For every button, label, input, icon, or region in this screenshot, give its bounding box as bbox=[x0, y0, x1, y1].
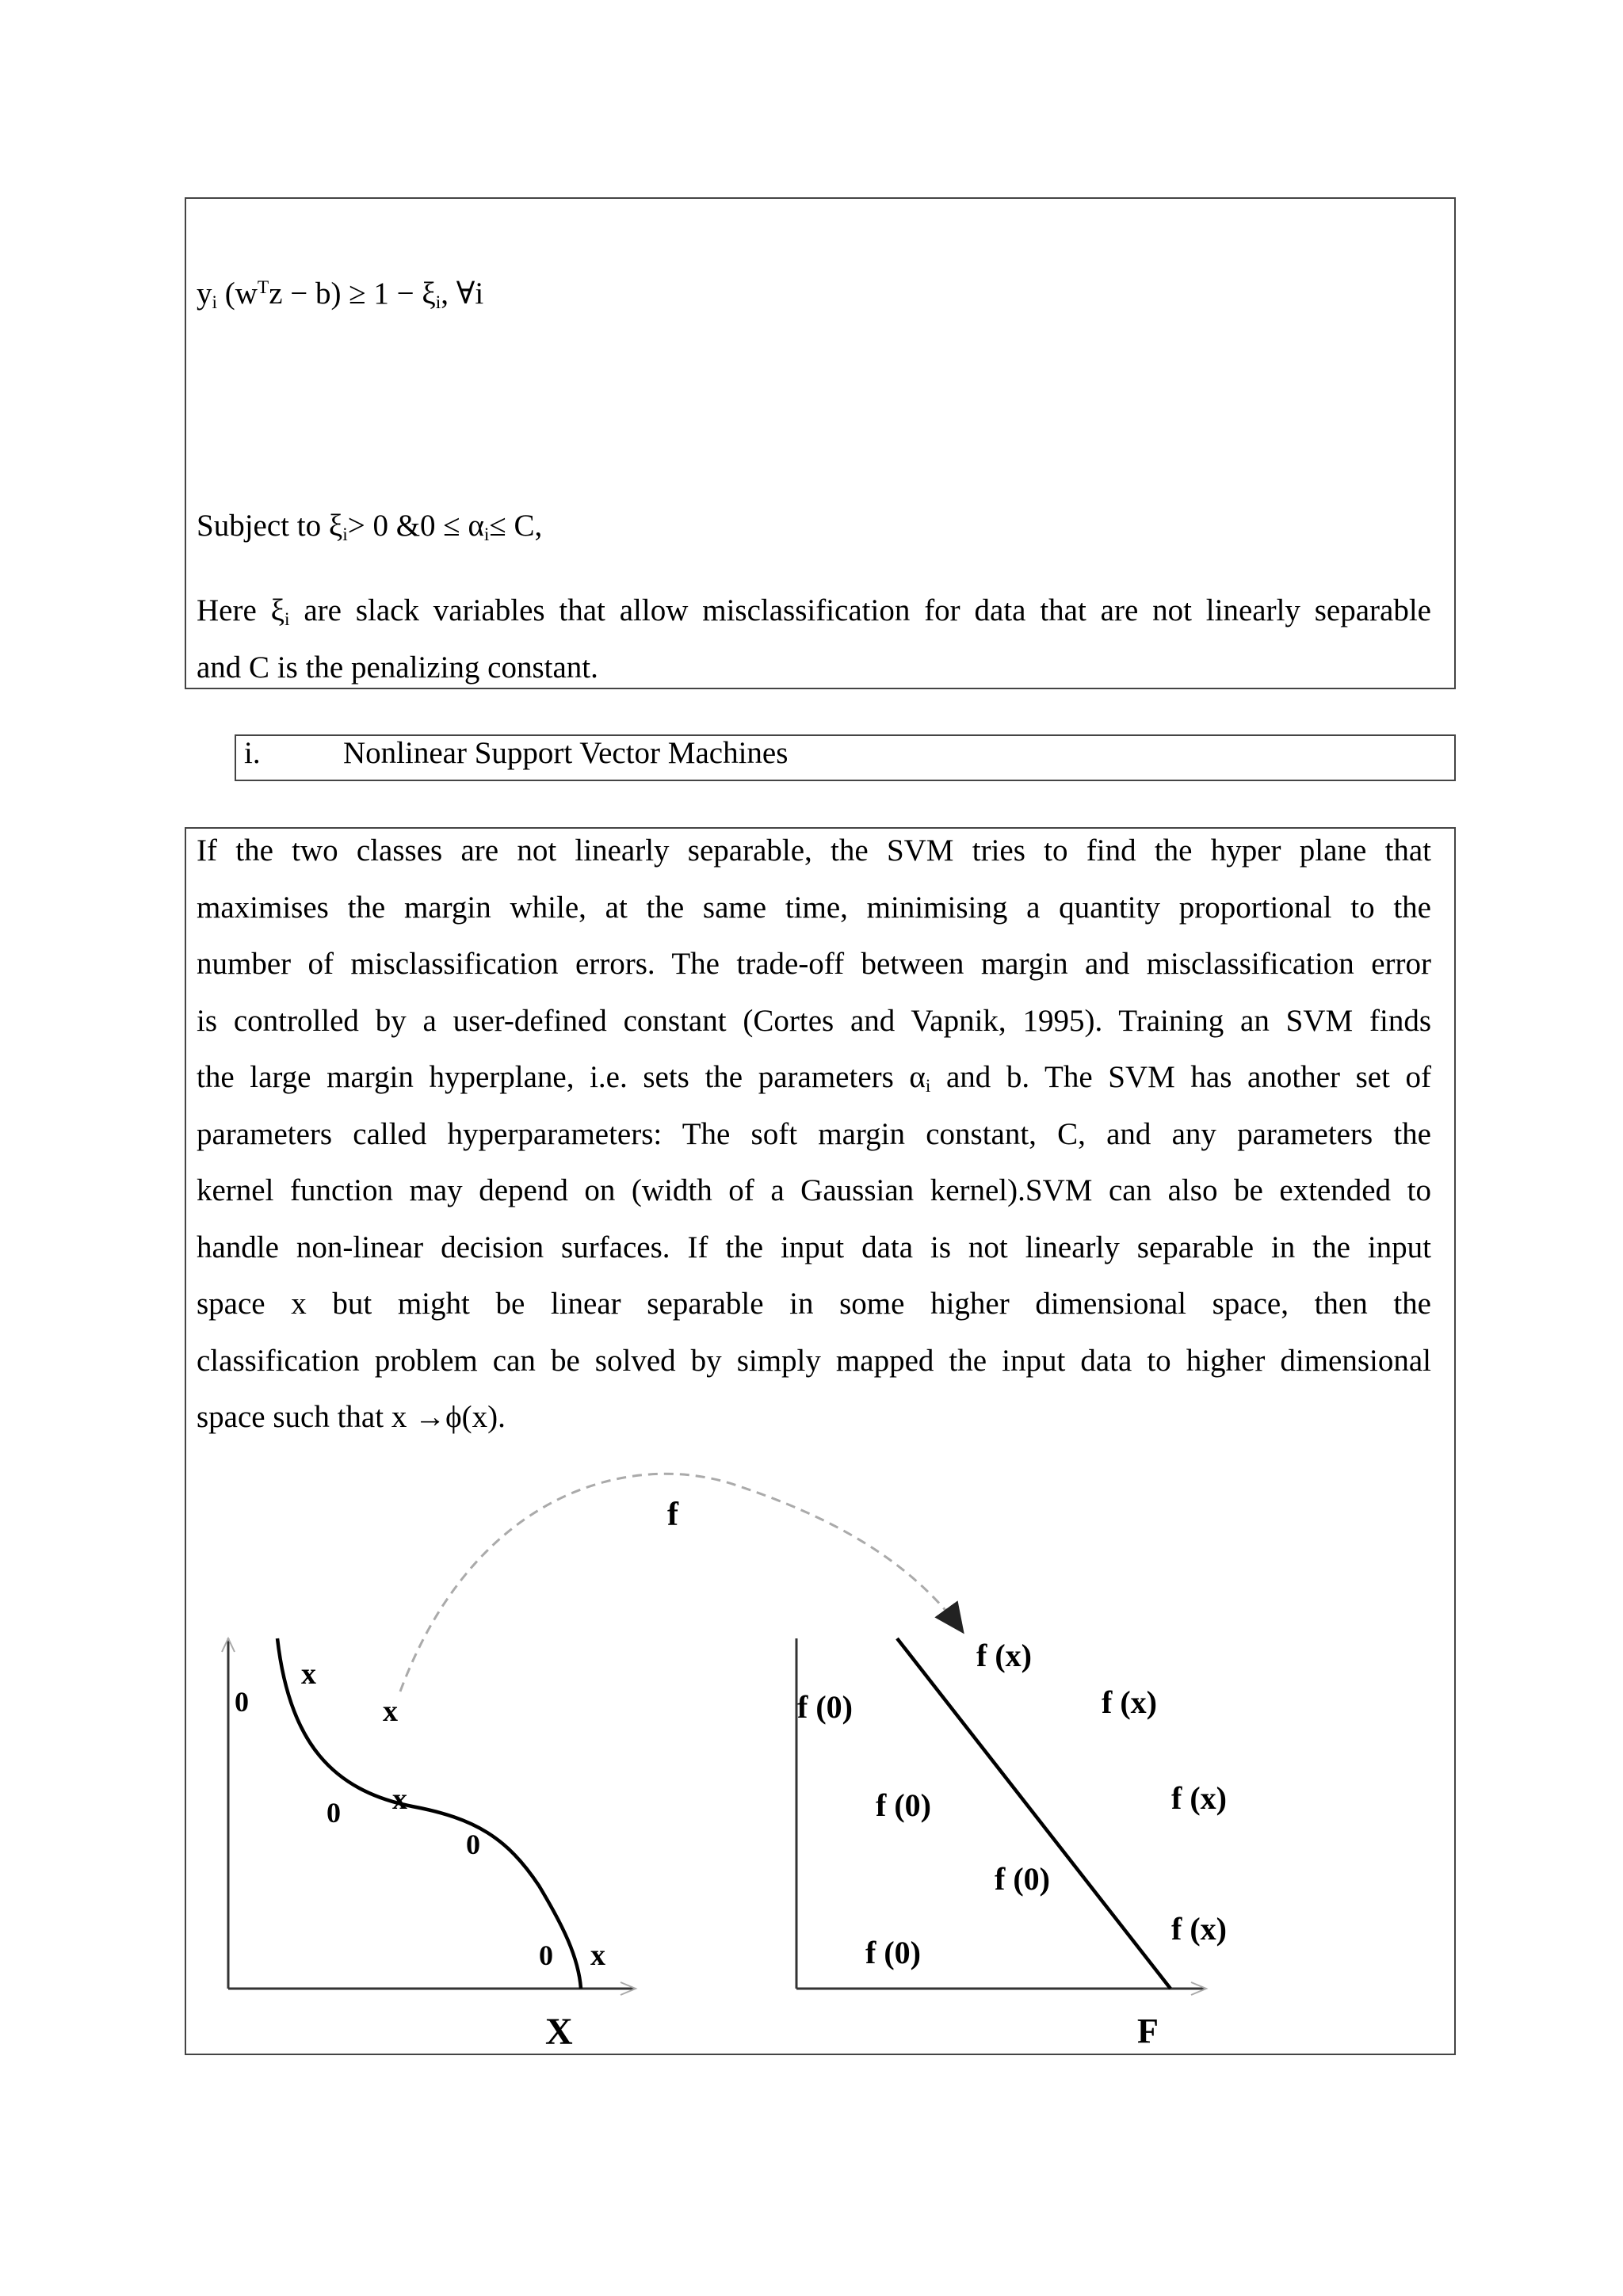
paragraph-line: parameters called hyperparameters: The soft margin constant, C, and any parameters the bbox=[197, 1116, 1431, 1151]
left-point: 0 bbox=[466, 1829, 480, 1860]
right-point: f (0) bbox=[995, 1861, 1050, 1897]
mapping-label: f bbox=[667, 1497, 678, 1533]
left-point: x bbox=[590, 1939, 605, 1972]
left-point: 0 bbox=[235, 1686, 249, 1718]
paragraph-line: number of misclassification errors. The trade-off between margin and misclassification error bbox=[197, 947, 1431, 981]
left-point: 0 bbox=[327, 1797, 341, 1829]
left-point: x bbox=[383, 1695, 398, 1728]
paragraph-line: space x but might be linear separable in some higher dimensional space, then the bbox=[197, 1287, 1431, 1321]
right-point: f (x) bbox=[976, 1638, 1032, 1673]
left-point: x bbox=[392, 1783, 407, 1816]
left-point: x bbox=[301, 1657, 316, 1691]
mapping-arrow bbox=[400, 1474, 963, 1691]
paragraph-line: is controlled by a user-defined constant (Cortes and Vapnik, 1995). Training an SVM finds bbox=[197, 1003, 1431, 1038]
paragraph-line: kernel function may depend on (width of a Gaussian kernel).SVM can also be extended to bbox=[197, 1173, 1431, 1207]
section-title: Nonlinear Support Vector Machines bbox=[343, 736, 789, 770]
nonlinear-decision-boundary bbox=[277, 1638, 581, 1989]
paragraph-line: maximises the margin while, at the same time, minimising a quantity proportional to the bbox=[197, 890, 1431, 925]
paragraph-line: space such that x →ϕ(x). bbox=[197, 1400, 506, 1434]
right-point: f (0) bbox=[865, 1935, 921, 1970]
slack-variable-text: Here $\xi_i$ are slack variables that allow misclassification for data that are not linearly separable and C is the penalizing constant. bbox=[197, 593, 1431, 685]
right-point: f (x) bbox=[1171, 1780, 1227, 1816]
right-point: f (x) bbox=[1102, 1684, 1157, 1720]
paragraph-line: If the two classes are not linearly separable, the SVM tries to find the hyper plane that bbox=[197, 833, 1431, 868]
paragraph-line: the large margin hyperplane, i.e. sets the parameters $\alpha_i$ and b. The SVM has another set of bbox=[197, 1060, 1432, 1097]
right-point: f (x) bbox=[1171, 1911, 1227, 1947]
section-number: i. bbox=[244, 736, 261, 770]
left-axis-label: X bbox=[545, 2011, 573, 2053]
right-point: f (0) bbox=[797, 1689, 853, 1725]
subject-to-line: Subject to $\xi_i> 0$ &0 ≤ $\alpha_i\le C$, bbox=[197, 509, 543, 545]
paragraph-line: classification problem can be solved by simply mapped the input data to higher dimensional bbox=[197, 1343, 1431, 1378]
constraint-equation: $y_i$ $(w^Tz - b) \ge 1 - \xi_i$, ∀i bbox=[197, 277, 484, 313]
right-point: f (0) bbox=[876, 1787, 931, 1823]
right-axis-label: F bbox=[1137, 2012, 1159, 2050]
paragraph-line: handle non-linear decision surfaces. If the input data is not linearly separable in the input bbox=[197, 1230, 1431, 1264]
left-point: 0 bbox=[539, 1939, 553, 1971]
